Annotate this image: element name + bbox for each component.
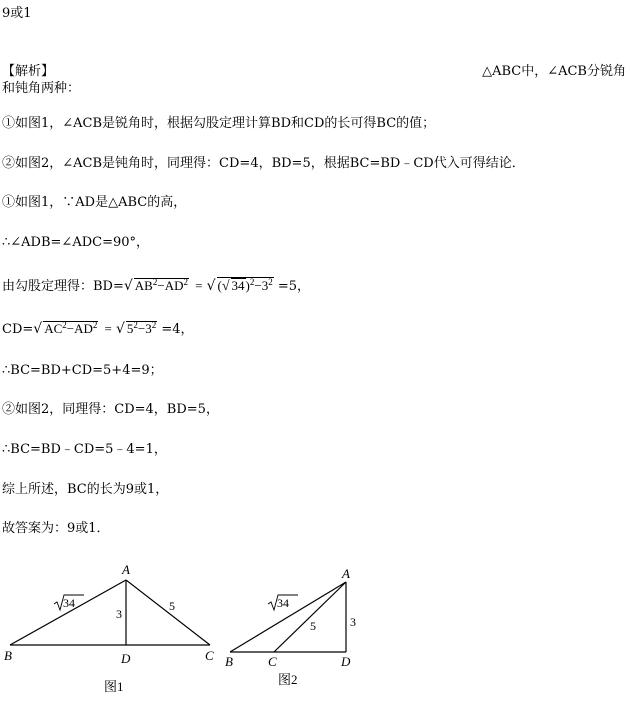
- fig1-ad-length: 3: [116, 607, 122, 621]
- analysis-intro-right: △ABC中，∠ACB分锐角: [482, 64, 626, 79]
- solution-step6: ②如图2，同理得：CD=4，BD=5，: [2, 402, 219, 417]
- fig2-label-b: B: [225, 654, 233, 669]
- solution-step4: CD=√ $AC^2-AD^2$ = √ $5^2-3^2 =4$，: [2, 320, 194, 337]
- sqrt-ac-ad: $AC^2-AD^2$: [44, 320, 98, 336]
- step3-suffix: =5，: [273, 279, 311, 294]
- fig2-label-d: D: [341, 654, 351, 669]
- fig1-segment-ac: [126, 580, 210, 645]
- fig2-segment-ac: [274, 582, 346, 652]
- fig1-ac-length: 5: [169, 599, 175, 613]
- sqrt-34-minus-3: (√ $34)^2-3^2$: [217, 277, 273, 294]
- solution-step7: ∴BC=BD﹣CD=5﹣4=1，: [2, 442, 167, 457]
- fig2-segment-ab: [230, 582, 346, 652]
- fig2-ac-length: 5: [310, 619, 316, 633]
- figure-2: [230, 582, 346, 652]
- analysis-case1: ①如图1，∠ACB是锐角时，根据勾股定理计算BD和CD的长可得BC的值；: [2, 116, 436, 131]
- solution-step1: ①如图1，∵AD是△ABC的高，: [2, 195, 187, 210]
- solution-step3: 由勾股定理得：BD=√ $AB^2-AD^2$ = √ (√ $34)^2-3^2 =5$，: [2, 277, 311, 294]
- solution-step5: ∴BC=BD+CD=5+4=9；: [2, 363, 163, 378]
- fig2-caption: 图2: [278, 672, 298, 687]
- sqrt-ab-ad: $AB^2-AD^2$: [134, 277, 188, 293]
- solution-step8: 综上所述，BC的长为9或1，: [2, 482, 169, 497]
- svg-text:34: 34: [277, 596, 289, 610]
- fig1-caption: 图1: [104, 679, 124, 694]
- fig1-label-c: C: [205, 648, 214, 663]
- fig2-ab-length: [268, 595, 298, 610]
- sqrt-sign: √: [123, 278, 133, 294]
- solution-step2: ∴∠ADB=∠ADC=90°，: [2, 235, 150, 250]
- fig2-ad-length: 3: [350, 615, 356, 629]
- fig2-label-c: C: [268, 654, 277, 669]
- step3-prefix: 由勾股定理得：BD=: [2, 279, 124, 294]
- equals-sign: =: [195, 278, 203, 293]
- figure-1: [10, 580, 210, 645]
- fig1-segment-ab: [10, 580, 126, 645]
- fig1-label-b: B: [4, 648, 12, 663]
- sqrt-5-minus-3: $5^2-3^2$: [126, 320, 157, 336]
- fig1-ab-length: [54, 595, 84, 610]
- analysis-intro-left: 和钝角两种：: [2, 81, 81, 96]
- fig2-label-a: A: [342, 566, 350, 581]
- answer-text: 9或1: [2, 6, 32, 21]
- fig1-label-d: D: [121, 651, 131, 666]
- analysis-heading: 【解析】: [2, 64, 55, 79]
- analysis-case2: ②如图2，∠ACB是钝角时，同理得：CD=4，BD=5，根据BC=BD﹣CD代入可得结论．: [2, 156, 525, 171]
- solution-step9: 故答案为：9或1．: [2, 521, 110, 536]
- svg-text:34: 34: [63, 596, 75, 610]
- fig1-label-a: A: [122, 562, 130, 577]
